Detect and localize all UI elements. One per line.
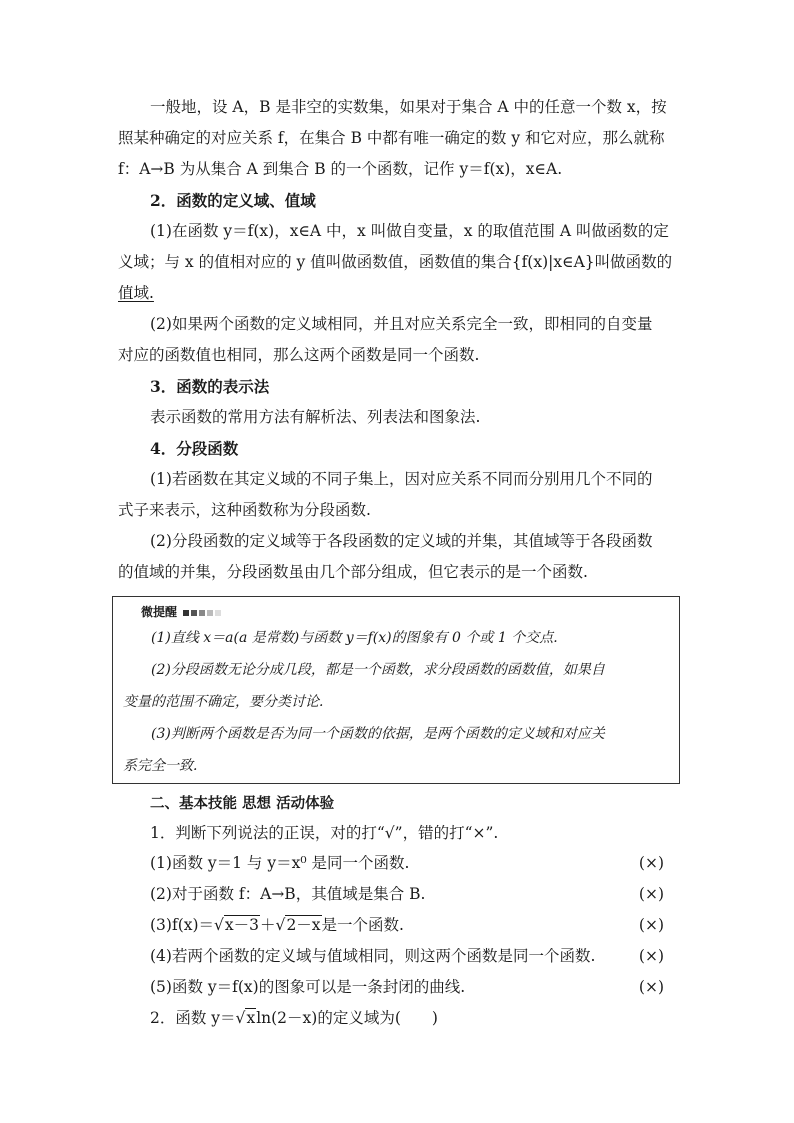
para-def-line1: 一般地，设 A，B 是非空的实数集，如果对于集合 A 中的任意一个数 x，按 [150, 98, 667, 116]
tip-1: (1)直线 x＝a(a 是常数)与函数 y＝f(x)的图象有 0 个或 1 个交点. [151, 630, 558, 646]
judge-item-text: (2)对于函数 f：A→B，其值域是集合 B. [150, 885, 426, 903]
sec4-p2-line1: (2)分段函数的定义域等于各段函数的定义域的并集，其值域等于各段函数 [150, 532, 653, 550]
tip-3-line1: (3)判断两个函数是否为同一个函数的依据，是两个函数的定义域和对应关 [151, 726, 605, 742]
para-def-line3: f：A→B 为从集合 A 到集合 B 的一个函数，记作 y＝f(x)，x∈A. [118, 160, 563, 178]
judge-item-text: (4)若两个函数的定义域与值域相同，则这两个函数是同一个函数. [150, 947, 596, 965]
judge-item-2 [150, 879, 664, 910]
tip-head [141, 603, 221, 620]
tip-head-label: 微提醒 [141, 605, 178, 619]
judge-item-text: 是一个函数. [321, 916, 404, 934]
judge-item-text: (3)f(x)＝ [150, 916, 215, 934]
sqrt-icon: √ [214, 916, 224, 934]
question-1: 1．判断下列说法的正误，对的打“√”，错的打“×”. [150, 824, 499, 842]
judge-answer: (×) [638, 854, 664, 872]
sec2-p1-line2: 义域；与 x 的值相对应的 y 值叫做函数值，函数值的集合{f(x)|x∈A}叫做函数的 [118, 253, 673, 271]
sec3-p1: 表示函数的常用方法有解析法、列表法和图象法. [150, 408, 481, 426]
tip-2-line1: (2)分段函数无论分成几段，都是一个函数，求分段函数的函数值，如果自 [151, 662, 605, 678]
sec4-p1-line1: (1)若函数在其定义域的不同子集上，因对应关系不同而分别用几个不同的 [150, 470, 653, 488]
judge-item-text: (5)函数 y＝f(x)的图象可以是一条封闭的曲线. [150, 978, 466, 996]
question-2-text: ln(2－x)的定义域为( ) [256, 1009, 438, 1027]
sqrt-icon: √ [275, 916, 286, 934]
tip-2-line2: 变量的范围不确定，要分类讨论. [123, 694, 324, 710]
square-icon [191, 610, 197, 616]
para-def-line2: 照某种确定的对应关系 f，在集合 B 中都有唯一确定的数 y 和它对应，那么就称 [118, 129, 665, 147]
judge-item-text: (1)函数 y＝1 与 y＝x⁰ 是同一个函数. [150, 854, 410, 872]
judge-answer: (×) [638, 978, 664, 996]
sec4-p1-line2: 式子来表示，这种函数称为分段函数. [118, 501, 371, 519]
sec2-p2-line1: (2)如果两个函数的定义域相同，并且对应关系完全一致，即相同的自变量 [150, 315, 653, 333]
sqrt-icon: √ [235, 1009, 246, 1027]
judge-item-3 [150, 910, 664, 941]
square-icon [215, 610, 221, 616]
part2-title: 二、基本技能 思想 活动体验 [150, 795, 335, 812]
radicand: x－3 [224, 916, 260, 934]
judge-item-1 [150, 848, 664, 879]
square-icon [207, 610, 213, 616]
square-icon [183, 610, 189, 616]
judge-answer: (×) [638, 916, 664, 934]
judge-answer: (×) [638, 885, 664, 903]
radicand: 2－x [286, 916, 321, 934]
radicand: x [246, 1009, 256, 1027]
question-2-text: 2．函数 y＝ [150, 1009, 236, 1027]
sec2-title: 2．函数的定义域、值域 [150, 191, 316, 210]
judge-item-5 [150, 972, 664, 1003]
sec4-title: 4．分段函数 [150, 439, 239, 458]
tip-box [112, 596, 680, 784]
sec2-p1-line3: 值域. [118, 284, 154, 302]
judge-answer: (×) [638, 947, 664, 965]
sec2-p2-line2: 对应的函数值也相同，那么这两个函数是同一个函数. [118, 346, 480, 364]
judge-item-4 [150, 941, 664, 972]
sec3-title: 3．函数的表示法 [150, 377, 270, 396]
sec2-p1-line1: (1)在函数 y＝f(x)，x∈A 中，x 叫做自变量，x 的取值范围 A 叫做函数的定 [150, 222, 669, 240]
plus-sign: ＋ [260, 916, 276, 934]
tip-3-line2: 系完全一致. [123, 758, 198, 774]
sec4-p2-line2: 的值域的并集，分段函数虽由几个部分组成，但它表示的是一个函数. [118, 563, 588, 581]
square-icon [199, 610, 205, 616]
question-2 [150, 1003, 696, 1034]
